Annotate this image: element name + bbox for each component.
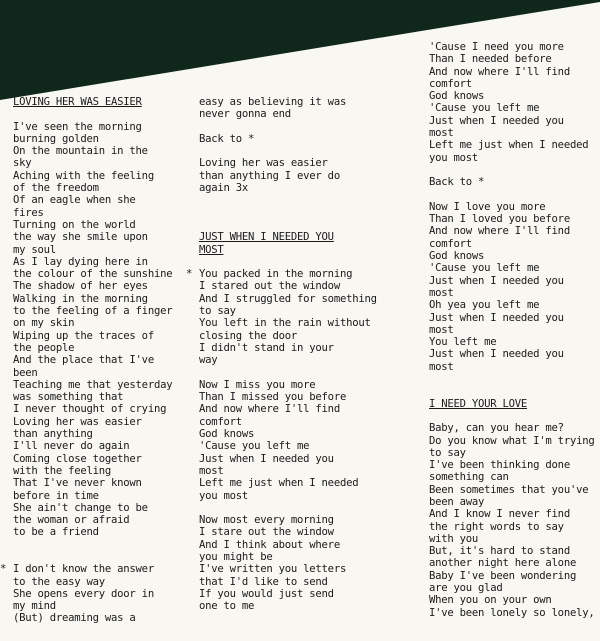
lyric-text: to say (429, 446, 466, 459)
lyrics-column-1 (0, 96, 173, 625)
lyric-text: way (199, 354, 218, 367)
lyric-line (429, 262, 594, 274)
lyric-text: I've seen the morning (13, 120, 142, 133)
lyric-line (199, 108, 377, 120)
lyric-line (429, 484, 594, 496)
lyric-line (13, 502, 172, 514)
lyric-line (429, 213, 594, 225)
lyric-text: before in time (13, 489, 99, 502)
lyric-text: with the feeling (13, 464, 112, 477)
lyric-text: the people (13, 341, 75, 354)
lyric-text: I've written you letters (199, 563, 347, 576)
lyric-line (429, 66, 594, 78)
asterisk-marker: * (0, 563, 7, 576)
lyric-line (186, 268, 377, 281)
lyric-text: the right words to say (429, 520, 564, 533)
lyric-line (429, 78, 594, 90)
lyric-line (13, 490, 172, 502)
lyric-line (13, 526, 172, 538)
lyric-text: Than I missed you before (199, 391, 347, 404)
lyric-line (429, 238, 594, 250)
lyric-line (429, 533, 594, 545)
lyric-text: God knows (429, 90, 485, 103)
lyric-text: Than I loved you before (429, 213, 570, 226)
lyric-line (13, 379, 172, 391)
lyric-line (199, 330, 377, 342)
lyric-line (199, 379, 377, 391)
lyric-text: And the place that I've (13, 354, 154, 367)
lyric-line (429, 557, 594, 569)
lyric-line (13, 330, 172, 342)
lyric-line (13, 342, 172, 354)
lyric-text: most (429, 323, 454, 336)
lyric-line (429, 521, 594, 533)
lyric-text: on my skin (13, 317, 75, 330)
lyric-text: my soul (13, 243, 56, 256)
lyric-line (199, 416, 377, 428)
song-title (429, 398, 594, 410)
lyric-line (13, 317, 172, 329)
lyric-line (199, 465, 377, 477)
lyric-text: 'Cause you left me (199, 440, 310, 453)
lyric-text: Loving her was easier (13, 415, 142, 428)
lyric-line (13, 539, 172, 551)
lyric-line (13, 551, 172, 563)
lyric-text: Now most every morning (199, 514, 334, 527)
lyrics-column-2 (186, 96, 377, 613)
lyric-line (199, 502, 377, 514)
lyric-line (199, 551, 377, 563)
lyric-line (199, 453, 377, 465)
lyric-text: you might be (199, 550, 273, 563)
lyric-text: one to me (199, 600, 255, 613)
lyric-text: And I struggled for something (199, 292, 377, 305)
lyric-line (199, 219, 377, 231)
lyric-line (199, 588, 377, 600)
lyric-text: something can (429, 471, 509, 484)
lyric-text: to the easy way (13, 575, 105, 588)
lyric-text: 'Cause you left me (429, 262, 540, 275)
lyric-line (429, 459, 594, 471)
song-title-text: LOVING HER WAS EASIER (13, 96, 142, 108)
lyric-text: most (429, 286, 454, 299)
lyric-text: than anything (13, 428, 93, 441)
lyric-text: I stare out the window (199, 526, 334, 539)
lyric-line (199, 145, 377, 157)
lyric-line (199, 563, 377, 575)
lyric-text: And now where I'll find (199, 403, 340, 416)
lyric-line (429, 348, 594, 360)
lyric-line (429, 496, 594, 508)
lyric-line (199, 440, 377, 452)
lyric-text: On the mountain in the (13, 145, 148, 158)
lyric-text: never gonna end (199, 108, 291, 121)
lyric-text: burning golden (13, 132, 99, 145)
lyric-text: Just when I needed you (429, 114, 564, 127)
lyric-text: sky (13, 157, 32, 170)
lyric-text: Turning on the world (13, 218, 136, 231)
lyric-line (199, 514, 377, 526)
lyric-line (429, 250, 594, 262)
lyric-text: She ain't change to be (13, 501, 148, 514)
lyric-text: Baby I've been wondering (429, 569, 577, 582)
lyric-line (199, 157, 377, 169)
lyric-line (199, 576, 377, 588)
lyric-text: Left me just when I needed (199, 477, 359, 490)
lyric-line (429, 373, 594, 385)
lyric-line (199, 280, 377, 292)
lyric-line (13, 157, 172, 169)
lyric-text: Coming close together (13, 452, 142, 465)
lyric-line (199, 600, 377, 612)
lyric-text: Just when I needed you (429, 348, 564, 361)
song-title-text: I NEED YOUR LOVE (429, 397, 528, 410)
lyric-text: You packed in the morning (199, 268, 353, 281)
lyric-line (199, 391, 377, 403)
lyric-text: are you glad (429, 582, 503, 595)
lyric-line (199, 207, 377, 219)
lyric-text: You left in the rain without (199, 317, 371, 330)
lyric-line (199, 428, 377, 440)
lyric-line (429, 115, 594, 127)
lyric-line (429, 545, 594, 557)
song-title (199, 244, 377, 256)
lyric-line (13, 182, 172, 194)
lyric-line (429, 471, 594, 483)
lyric-text: Just when I needed you (429, 311, 564, 324)
lyric-text: I'll never do again (13, 440, 130, 453)
lyric-line (13, 416, 172, 428)
lyric-line (429, 176, 594, 188)
lyric-line (429, 447, 594, 459)
lyric-text: Just when I needed you (429, 274, 564, 287)
lyric-text: Loving her was easier (199, 157, 328, 170)
lyric-text: Of an eagle when she (13, 194, 136, 207)
lyric-line (199, 305, 377, 317)
lyric-line (13, 440, 172, 452)
lyric-line (13, 256, 172, 268)
lyric-text: of the freedom (13, 182, 99, 195)
lyric-text: Back to * (429, 176, 485, 189)
lyric-text: Now I love you more (429, 200, 546, 213)
lyric-line (429, 287, 594, 299)
song-title (199, 231, 377, 243)
lyric-line (199, 403, 377, 415)
lyric-line (13, 280, 172, 292)
lyric-line (199, 182, 377, 194)
lyric-line (429, 435, 594, 447)
lyric-text: Baby, can you hear me? (429, 422, 564, 435)
lyric-text: the way she smile upon (13, 231, 148, 244)
lyric-text: I didn't stand in your (199, 341, 334, 354)
lyric-line (13, 576, 172, 588)
song-title-text: JUST WHEN I NEEDED YOU (199, 231, 334, 244)
lyric-line (429, 152, 594, 164)
lyric-text: that I'd like to send (199, 575, 328, 588)
lyric-line (13, 588, 172, 600)
lyric-text: I've been lonely so lonely, (429, 606, 595, 619)
lyric-text: God knows (199, 428, 255, 441)
lyric-text: Left me just when I needed (429, 139, 589, 152)
lyric-text: Been sometimes that you've (429, 483, 589, 496)
lyric-line (13, 600, 172, 612)
lyric-line (13, 477, 172, 489)
lyric-line (13, 354, 172, 366)
lyric-line (199, 256, 377, 268)
lyric-line (13, 465, 172, 477)
lyric-line (429, 201, 594, 213)
lyric-text: But, it's hard to stand (429, 545, 570, 558)
lyric-text: than anything I ever do (199, 169, 340, 182)
lyric-line (13, 612, 172, 624)
lyric-line (429, 607, 594, 619)
lyric-line (199, 539, 377, 551)
lyric-line (429, 361, 594, 373)
lyric-text: my mind (13, 600, 56, 613)
lyric-line (13, 194, 172, 206)
lyric-line (0, 563, 172, 576)
lyric-text: You left me (429, 336, 497, 349)
lyric-line (429, 422, 594, 434)
lyric-text: to the feeling of a finger (13, 305, 173, 318)
lyric-text: easy as believing it was (199, 96, 347, 108)
lyric-text: She opens every door in (13, 587, 154, 600)
lyric-line (429, 139, 594, 151)
asterisk-marker: * (186, 268, 193, 281)
lyric-line (429, 90, 594, 102)
lyric-line (429, 102, 594, 114)
lyric-text: Aching with the feeling (13, 169, 154, 182)
lyric-text: When you on your own (429, 594, 552, 607)
lyric-line (199, 133, 377, 145)
lyric-line (199, 477, 377, 489)
lyric-line (13, 121, 172, 133)
lyric-line (199, 293, 377, 305)
lyric-text: God knows (429, 250, 485, 263)
lyric-line (429, 582, 594, 594)
song-title (13, 96, 172, 108)
lyric-text: That I've never known (13, 477, 142, 490)
lyric-line (13, 170, 172, 182)
lyric-line (13, 231, 172, 243)
lyric-text: And I know I never find (429, 508, 570, 521)
lyric-line (13, 514, 172, 526)
lyric-line (429, 508, 594, 520)
lyric-text: Oh yea you left me (429, 299, 540, 312)
lyric-text: (But) dreaming was a (13, 612, 136, 625)
lyric-text: Than I needed before (429, 53, 552, 66)
lyric-line (199, 96, 377, 108)
lyric-line (199, 367, 377, 379)
lyric-line (13, 133, 172, 145)
lyric-line (199, 354, 377, 366)
lyric-text: Teaching me that yesterday (13, 378, 173, 391)
lyric-text: been away (429, 495, 485, 508)
lyric-text: was something that (13, 391, 124, 404)
lyric-text: with you (429, 532, 479, 545)
lyric-text: to be a friend (13, 526, 99, 539)
lyric-text: Now I miss you more (199, 378, 316, 391)
lyric-text: And now where I'll find (429, 225, 570, 238)
lyric-line (13, 219, 172, 231)
lyric-line (429, 594, 594, 606)
lyric-line (199, 194, 377, 206)
lyric-line (199, 317, 377, 329)
lyric-text: If you would just send (199, 587, 334, 600)
lyric-line (13, 145, 172, 157)
lyric-line (13, 207, 172, 219)
lyric-text: I stared out the window (199, 280, 340, 293)
lyrics-column-3 (429, 41, 594, 619)
lyric-text: Wiping up the traces of (13, 329, 154, 342)
lyric-line (429, 324, 594, 336)
lyric-text: most (429, 127, 454, 140)
lyric-line (199, 170, 377, 182)
lyric-line (429, 570, 594, 582)
lyric-text: fires (13, 206, 44, 219)
lyric-line (13, 305, 172, 317)
lyric-text: 'Cause you left me (429, 102, 540, 115)
lyric-line (13, 403, 172, 415)
lyric-text: Back to * (199, 132, 255, 145)
lyric-text: And now where I'll find (429, 65, 570, 78)
lyric-text: another night here alone (429, 557, 577, 570)
lyric-text: comfort (429, 77, 472, 90)
lyric-text: the colour of the sunshine (13, 268, 173, 281)
lyric-text: And I think about where (199, 538, 340, 551)
lyric-line (429, 189, 594, 201)
lyric-line (199, 490, 377, 502)
lyric-text: Do you know what I'm trying (429, 434, 595, 447)
lyric-text: comfort (429, 237, 472, 250)
lyric-text: again 3x (199, 182, 249, 195)
lyric-line (429, 225, 594, 237)
lyric-text: 'Cause I need you more (429, 41, 564, 53)
lyric-line (429, 299, 594, 311)
lyric-text: comfort (199, 415, 242, 428)
lyric-line (429, 410, 594, 422)
lyric-text: I never thought of crying (13, 403, 167, 416)
lyric-text: I don't know the answer (13, 563, 154, 576)
lyric-text: closing the door (199, 329, 298, 342)
lyric-line (13, 391, 172, 403)
lyric-line (13, 428, 172, 440)
lyric-line (429, 385, 594, 397)
lyric-line (13, 453, 172, 465)
lyric-line (429, 41, 594, 53)
lyric-text: Just when I needed you (199, 452, 334, 465)
lyric-text: Walking in the morning (13, 292, 148, 305)
lyric-line (199, 526, 377, 538)
lyric-text: to say (199, 305, 236, 318)
lyric-line (429, 164, 594, 176)
lyric-line (429, 336, 594, 348)
lyric-line (429, 127, 594, 139)
lyric-text: you most (199, 489, 249, 502)
lyric-text: the woman or afraid (13, 514, 130, 527)
lyric-line (13, 268, 172, 280)
lyric-line (199, 342, 377, 354)
lyric-line (199, 121, 377, 133)
lyric-text: you most (429, 151, 479, 164)
lyric-line (13, 367, 172, 379)
lyric-line (429, 53, 594, 65)
song-title-text: MOST (199, 243, 224, 256)
lyric-text: I've been thinking done (429, 459, 570, 472)
lyric-text: most (429, 360, 454, 373)
lyric-text: As I lay dying here in (13, 255, 148, 268)
lyric-text: been (13, 366, 38, 379)
lyric-line (429, 312, 594, 324)
lyric-line (13, 108, 172, 120)
lyric-line (13, 293, 172, 305)
lyric-text: most (199, 464, 224, 477)
lyric-text: The shadow of her eyes (13, 280, 148, 293)
lyric-line (429, 275, 594, 287)
lyric-line (13, 244, 172, 256)
